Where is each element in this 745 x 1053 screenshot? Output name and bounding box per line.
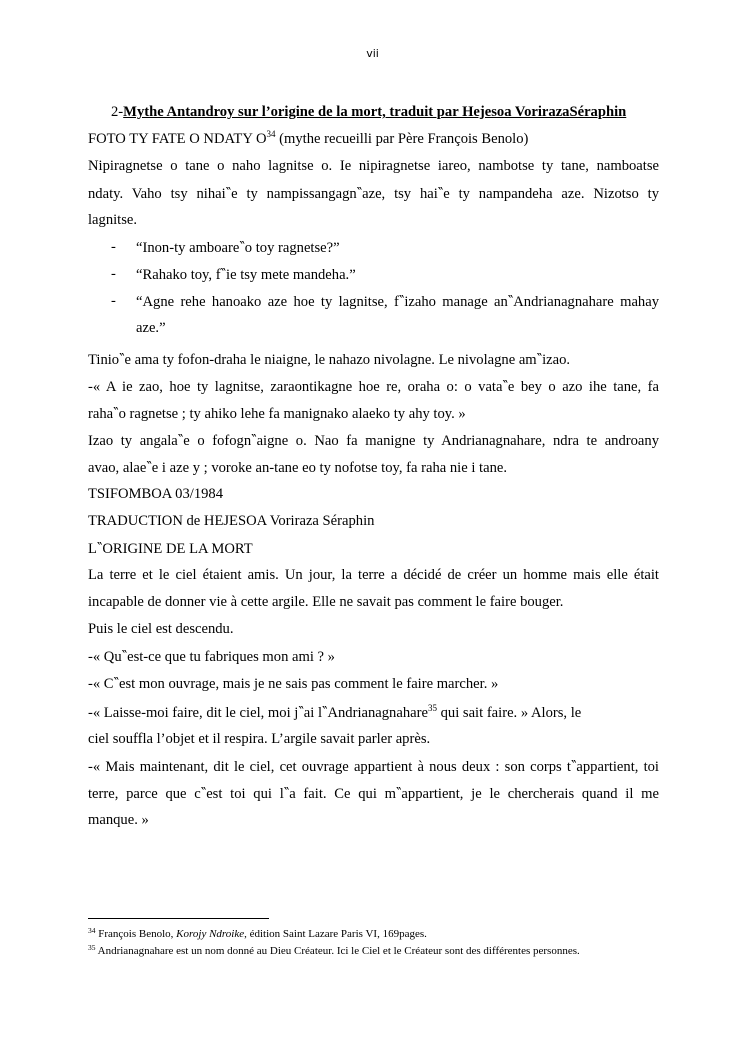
footnote-35: $^{35}$ Andrianagnahare est un nom donné au Dieu Créateur. Ici le Ciel et le Créateur sont des différentes personnes. [88, 943, 580, 957]
myth-title: FOTO TY FATE O NDATY $O^{34}$ (mythe recueilli par Père François Benolo) [88, 129, 529, 147]
heading-title: Mythe Antandroy sur l’origine de la mort, traduit par Hejesoa VorirazaSéraphin [123, 104, 627, 120]
section-heading [111, 104, 659, 121]
myth-paragraph-line: ndaty. Vaho tsy nihai‶e ty nampissangagn‶aze, tsy hai‶e ty nampandeha aze. Nizotso ty [88, 186, 659, 202]
book-title: Korojy Ndroike [176, 928, 245, 940]
myth-signature: TSIFOMBOA 03/1984 [88, 486, 224, 502]
myth-paragraph-line: lagnitse. [88, 212, 138, 228]
translation-heading: TRADUCTION de HEJESOA Voriraza Séraphin [88, 513, 375, 529]
translation-paragraph-line: incapable de donner vie à cette argile. Elle ne savait pas comment le faire bouger. [88, 594, 564, 610]
myth-paragraph-line: raha‶o ragnetse ; ty ahiko lehe fa manignako alaeko ty ahy toy. » [88, 406, 466, 422]
dialogue-line: “Agne rehe hanoako aze hoe ty lagnitse, f‶izaho manage an‶Andrianagnahare mahay [136, 294, 659, 310]
list-dash: - [111, 266, 116, 282]
dialogue-line: “Rahako toy, f‶ie tsy mete mandeha.” [136, 267, 356, 283]
translation-title: L‶ORIGINE DE LA MORT [88, 541, 253, 557]
footnote-34: $^{34}$ François Benolo, Korojy Ndroike, édition Saint Lazare Paris VI, 169pages. [88, 926, 427, 940]
myth-paragraph-line: Nipiragnetse o tane o naho lagnitse o. Ie nipiragnetse iareo, nambotse ty tane, namboatse [88, 158, 659, 174]
translation-quote-line: ciel souffla l’objet et il respira. L’argile savait parler après. [88, 731, 431, 747]
list-dash: - [111, 293, 116, 309]
list-dash: - [111, 239, 116, 255]
page-number: vii [366, 47, 379, 60]
myth-paragraph-line: Izao ty angala‶e o fofogn‶aigne o. Nao fa manigne ty Andrianagnahare, ndra te androany [88, 433, 659, 449]
translation-quote: -« C‶est mon ouvrage, mais je ne sais pas comment le faire marcher. » [88, 676, 499, 692]
dialogue-line: aze.” [136, 320, 166, 336]
translation-quote-line: -« Mais maintenant, dit le ciel, cet ouvrage appartient à nous deux : son corps t‶appartient, toi [88, 759, 659, 775]
dialogue-line: “Inon-ty amboare‶o toy ragnetse?” [136, 240, 340, 256]
translation-paragraph-line: La terre et le ciel étaient amis. Un jour, la terre a décidé de créer un homme mais elle était [88, 567, 659, 583]
myth-paragraph-line: -« A ie zao, hoe ty lagnitse, zaraontikagne hoe re, oraha o: o vata‶e bey o azo ihe tane, fa [88, 379, 659, 395]
footnote-ref-35: 35 [427, 703, 437, 713]
myth-paragraph-line: avao, alae‶e i aze y ; voroke an-tane eo ty nofotse toy, fa raha nie i tane. [88, 460, 508, 476]
footnote-ref-34: 34 [266, 129, 276, 139]
myth-paragraph: Tinio‶e ama ty fofon-draha le niaigne, le nahazo nivolagne. Le nivolagne am‶izao. [88, 352, 571, 368]
translation-quote: -« Laisse-moi faire, dit le ciel, moi j‶ai l‶Andrianagnahare$^{35}$ qui sait faire. » Alors, le [88, 703, 582, 721]
translation-quote-line: manque. » [88, 812, 149, 828]
heading-prefix: 2- [111, 104, 124, 120]
translation-quote-line: terre, parce que c‶est toi qui l‶a fait. Ce qui m‶appartient, je le chercherais quand il me [88, 786, 659, 802]
translation-paragraph: Puis le ciel est descendu. [88, 621, 234, 637]
footnote-divider [88, 918, 269, 919]
translation-quote: -« Qu‶est-ce que tu fabriques mon ami ? » [88, 649, 335, 665]
